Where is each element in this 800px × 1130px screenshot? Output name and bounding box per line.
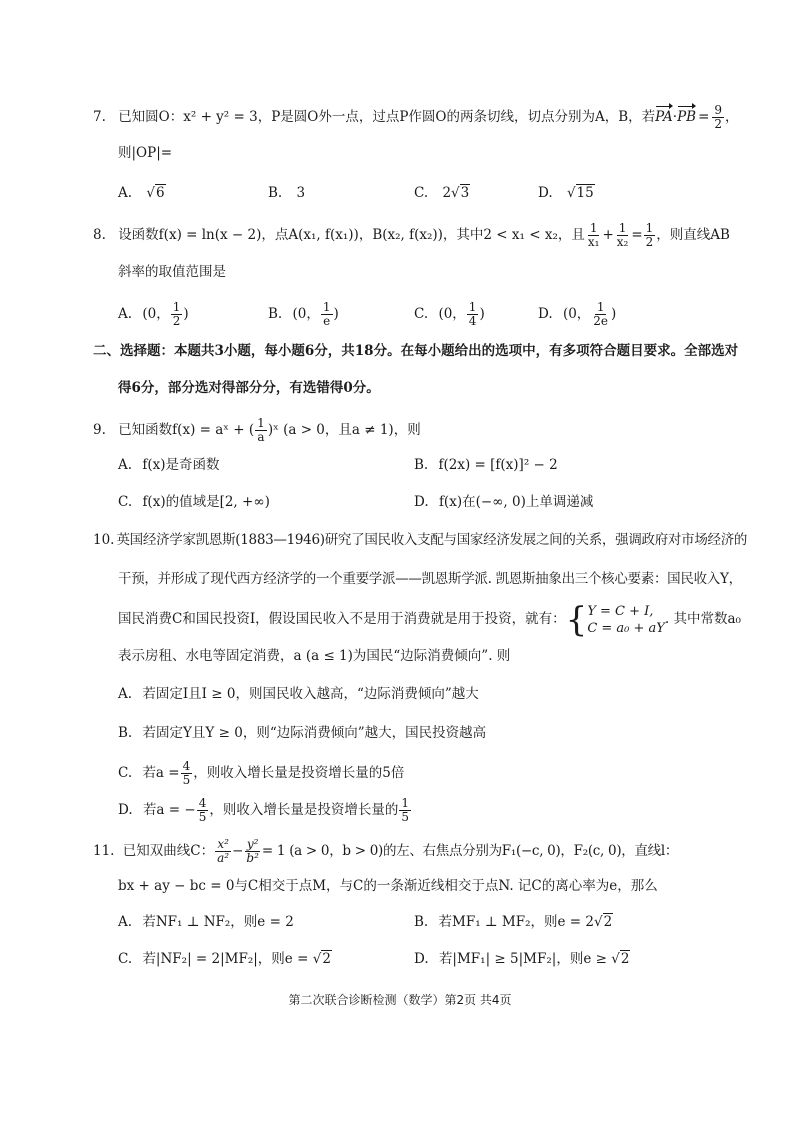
- q10-number: 10.: [93, 532, 115, 548]
- q9-stem-line: [93, 417, 421, 444]
- q8-option-c-post: ): [479, 306, 485, 322]
- q10-line3: [118, 599, 741, 640]
- q7-option-d: D. √15: [538, 185, 594, 201]
- q10-option-a-label: A.: [118, 686, 133, 702]
- q8-stem-b: ，则直线AB: [656, 227, 730, 243]
- q7-option-b-label: B.: [268, 185, 283, 201]
- q10-line1: [93, 530, 747, 550]
- q10-option-b: [118, 723, 486, 743]
- q10-brace: {: [565, 599, 588, 640]
- q8-option-b: [268, 301, 339, 328]
- q7-option-c-label: C.: [414, 185, 429, 201]
- q9-number: 9.: [93, 422, 106, 438]
- q7-equals: =: [698, 109, 710, 125]
- q8-line2: 斜率的取值范围是: [118, 264, 226, 280]
- q11-stem-b: = 1 (a > 0，b > 0)的左、右焦点分别为F₁(−c, 0)，F₂(c, 0)，直线l：: [261, 843, 679, 859]
- page-footer: 第二次联合诊断检测（数学）第2页 共4页: [288, 993, 512, 1007]
- q10-option-c-den: 5: [182, 773, 191, 787]
- q9-option-d-label: D.: [414, 494, 429, 510]
- q10-option-b-label: B.: [118, 725, 133, 741]
- q8-option-d: [538, 301, 616, 328]
- q10-option-d-num2: 1: [401, 796, 409, 810]
- q8-f3-num: 1: [645, 221, 654, 235]
- q7-option-d-radicand: 15: [576, 185, 594, 201]
- q8-option-a: [118, 301, 189, 328]
- q10-option-b-text: 若固定Y且Y ≥ 0，则“边际消费倾向”越大，国民投资越高: [142, 725, 487, 741]
- q11-option-c-pre: 若|NF₂| = 2|MF₂|，则e =: [142, 951, 313, 967]
- q7-stem: 已知圆O：x² + y² = 3，P是圆O外一点，过点P作圆O的两条切线，切点分别为A，B，若: [118, 109, 656, 125]
- q8-option-b-label: B.: [268, 306, 283, 322]
- q8-option-a-pre: (0，: [142, 306, 170, 322]
- q11-option-b-pre: 若MF₁ ⊥ MF₂，则e = 2: [438, 914, 594, 930]
- q11-option-d: D. 若|MF₁| ≥ 5|MF₂|，则e ≥ √2: [414, 951, 630, 967]
- q8-f2-den: x₂: [616, 235, 629, 249]
- q10-option-d-pre: 若a = −: [142, 802, 196, 818]
- q9-stem-a: 已知函数f(x) = aˣ + (: [118, 422, 255, 438]
- q10-eq-2: C = a₀ + aY: [587, 620, 665, 636]
- q9-frac-num: 1: [257, 416, 265, 430]
- q7-option-c-coef: 2: [442, 185, 452, 201]
- q7-option-d-label: D.: [538, 185, 553, 201]
- q9-frac-den: a: [257, 430, 265, 444]
- q8-option-b-post: ): [333, 306, 339, 322]
- q8-plus: +: [602, 227, 614, 243]
- q10-option-c: [118, 760, 404, 787]
- q11-option-a-text: 若NF₁ ⊥ NF₂，则e = 2: [142, 914, 294, 930]
- q8-option-a-frac: [171, 301, 183, 328]
- section2-heading-line2: 得6分，部分选对得部分分，有选错得0分。: [118, 380, 380, 396]
- q10-option-d-mid: ，则收入增长量是投资增长量的: [209, 802, 399, 818]
- q10-line4: 表示房租、水电等固定消费，a (a ≤ 1)为国民“边际消费倾向”. 则: [118, 648, 511, 664]
- q7-number: 7.: [93, 109, 106, 125]
- q10-eq-1: Y = C + I,: [587, 603, 654, 619]
- q10-option-d-frac2: [399, 797, 411, 824]
- q10-line2: 干预，并形成了现代西方经济学的一个重要学派——凯恩斯学派. 凯恩斯抽象出三个核心要素：国民收入Y，: [118, 571, 742, 587]
- q10-option-c-label: C.: [118, 765, 133, 781]
- q7-dot: ·: [672, 109, 678, 125]
- q8-option-b-num: 1: [322, 300, 331, 314]
- q8-option-c-pre: (0，: [438, 306, 466, 322]
- q11-option-b: B. 若MF₁ ⊥ MF₂，则e = 2√2: [414, 914, 613, 930]
- q8-option-d-post: ): [611, 306, 617, 322]
- q11-stem-line: [93, 838, 678, 865]
- q10-line3-a: 国民消费C和国民投资I，假设国民收入不是用于消费就是用于投资，就有：: [118, 611, 566, 627]
- q9-option-a-text: f(x)是奇函数: [142, 457, 220, 473]
- q8-fraction-1: [586, 222, 602, 249]
- q10-line3-b: . 其中常数a₀: [664, 611, 741, 627]
- q8-option-d-pre: (0，: [562, 306, 591, 322]
- q9-option-d: [414, 492, 593, 512]
- q9-option-c: [118, 492, 270, 512]
- q8-stem-a: 设函数f(x) = ln(x − 2)，点A(x₁, f(x₁))，B(x₂, f(x₂))，其中2 < x₁ < x₂，且: [118, 227, 585, 243]
- q8-option-c-label: C.: [414, 306, 429, 322]
- q10-option-c-num: 4: [182, 759, 191, 773]
- q7-option-b: [268, 183, 305, 203]
- q10-option-c-post: ，则收入增长量是投资增长量的5倍: [193, 765, 405, 781]
- q8-f3-den: 2: [645, 235, 654, 249]
- q7-frac-num: 9: [714, 103, 723, 117]
- q11-option-a-label: A.: [118, 914, 133, 930]
- q8-option-a-num: 1: [172, 300, 181, 314]
- q10-option-d-den: 5: [198, 810, 207, 824]
- q8-option-a-label: A.: [118, 306, 133, 322]
- q8-option-b-frac: [321, 301, 333, 328]
- q11-fraction-2: [244, 838, 261, 865]
- q10-line1-text: 英国经济学家凯恩斯(1883—1946)研究了国民收入支配与国家经济发展之间的关系，强调政府对市场经济的: [116, 532, 748, 548]
- q9-option-b-text: f(2x) = [f(x)]² − 2: [438, 457, 558, 473]
- q7-option-a-radicand: 6: [155, 185, 165, 201]
- q8-number: 8.: [93, 227, 106, 243]
- q10-option-a: [118, 684, 479, 704]
- q7-option-a: A. √6: [118, 185, 165, 201]
- q9-option-c-label: C.: [118, 494, 133, 510]
- q11-line2: bx + ay − bc = 0与C相交于点M，与C的一条渐近线相交于点N. 记C的离心率为e，那么: [118, 878, 658, 894]
- q10-option-d: [118, 797, 412, 824]
- q9-option-b: [414, 455, 558, 475]
- q7-option-b-text: 3: [296, 185, 306, 201]
- q10-option-d-den2: 5: [401, 810, 409, 824]
- q8-option-c-frac: [467, 301, 479, 328]
- q11-option-d-label: D.: [414, 951, 429, 967]
- q10-option-c-frac: [181, 760, 193, 787]
- q8-option-c: [414, 301, 485, 328]
- q8-stem-line: [93, 222, 730, 249]
- q7-line2: 则|OP|=: [118, 145, 173, 161]
- q9-stem-b: )ˣ (a > 0，且a ≠ 1)，则: [267, 422, 421, 438]
- q9-option-a-label: A.: [118, 457, 133, 473]
- q11-option-c: C. 若|NF₂| = 2|MF₂|，则e = √2: [118, 951, 331, 967]
- q11-option-d-pre: 若|MF₁| ≥ 5|MF₂|，则e ≥: [438, 951, 612, 967]
- q11-fraction-1: [215, 838, 231, 865]
- q8-f2-num: 1: [618, 221, 627, 235]
- q11-option-c-radicand: 2: [322, 951, 331, 967]
- q9-option-c-text: f(x)的值域是[2, +∞): [142, 494, 270, 510]
- q8-option-b-den: e: [323, 314, 331, 328]
- q11-number: 11.: [93, 843, 115, 859]
- q8-option-d-den: 2e: [593, 314, 609, 328]
- q11-option-c-label: C.: [118, 951, 133, 967]
- q8-option-c-den: 4: [468, 314, 477, 328]
- q8-option-a-post: ): [183, 306, 189, 322]
- q8-fraction-3: [644, 222, 656, 249]
- q10-option-d-num: 4: [198, 796, 207, 810]
- q7-stem-line: [93, 104, 739, 131]
- q11-f1-den: a²: [217, 851, 230, 865]
- q11-stem-a: 已知双曲线C：: [122, 843, 215, 859]
- q11-option-d-radicand: 2: [620, 951, 630, 967]
- q7-option-c: C. 2√3: [414, 185, 470, 201]
- q7-vector-pa: PA: [655, 109, 673, 125]
- q8-option-a-den: 2: [172, 314, 181, 328]
- q8-fraction-2: [615, 222, 631, 249]
- q8-f1-den: x₁: [587, 235, 600, 249]
- q10-equation-system: [587, 603, 665, 637]
- q11-minus: −: [232, 843, 244, 859]
- q7-option-a-label: A.: [118, 185, 133, 201]
- q8-option-d-label: D.: [538, 306, 553, 322]
- q11-f2-den: b²: [246, 851, 259, 865]
- q7-comma: ，: [725, 109, 739, 125]
- q10-option-a-text: 若固定I且I ≥ 0，则国民收入越高，“边际消费倾向”越大: [142, 686, 479, 702]
- q9-option-d-text: f(x)在(−∞, 0)上单调递减: [438, 494, 594, 510]
- q8-option-b-pre: (0，: [292, 306, 320, 322]
- q9-fraction: [255, 417, 267, 444]
- q9-option-a: [118, 455, 220, 475]
- q8-f1-num: 1: [589, 221, 598, 235]
- section2-heading-line1: 二、选择题：本题共3小题，每小题6分，共18分。在每小题给出的选项中，有多项符合题目要求。全部选对: [93, 343, 739, 359]
- q11-option-a: [118, 912, 294, 932]
- q10-option-d-label: D.: [118, 802, 133, 818]
- q10-option-d-frac: [197, 797, 209, 824]
- q11-f1-num: x²: [217, 837, 229, 851]
- q7-frac-den: 2: [714, 117, 723, 131]
- q8-option-d-frac: [591, 301, 610, 328]
- q10-option-c-pre: 若a =: [142, 765, 180, 781]
- q9-option-b-label: B.: [414, 457, 429, 473]
- q11-f2-num: y²: [246, 837, 259, 851]
- q7-option-c-radicand: 3: [460, 185, 470, 201]
- q8-option-c-num: 1: [468, 300, 477, 314]
- q8-option-d-num: 1: [596, 300, 605, 314]
- q7-fraction: [712, 104, 724, 131]
- q11-option-b-radicand: 2: [603, 914, 613, 930]
- q11-option-b-label: B.: [414, 914, 429, 930]
- q7-vector-pb: PB: [677, 109, 697, 125]
- q8-equals: =: [631, 227, 643, 243]
